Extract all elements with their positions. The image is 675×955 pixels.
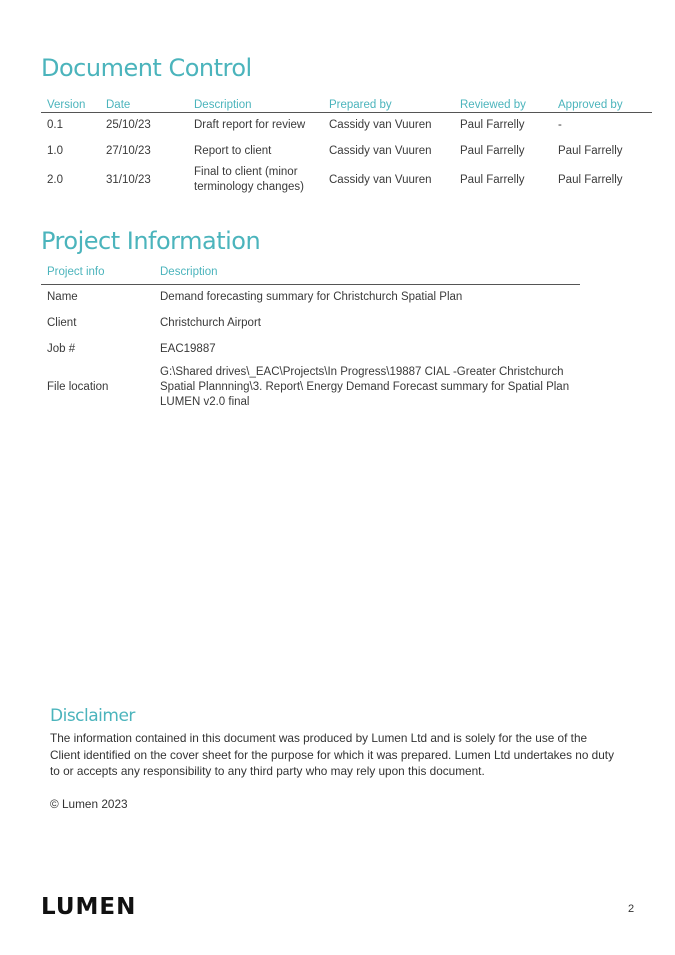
table-row xyxy=(41,310,580,336)
disclaimer-heading: Disclaimer xyxy=(50,706,135,726)
table-row xyxy=(41,138,652,163)
cell-value: Demand forecasting summary for Christchurch Spatial Plan xyxy=(160,291,463,304)
cell-approved-by: - xyxy=(558,119,562,132)
cell-prepared-by: Cassidy van Vuuren xyxy=(329,119,432,132)
cell-version: 0.1 xyxy=(47,119,63,132)
table-row xyxy=(41,163,652,197)
cell-reviewed-by: Paul Farrelly xyxy=(460,174,525,186)
cell-approved-by: Paul Farrelly xyxy=(558,174,623,186)
cell-description: Final to client (minor terminology changes) xyxy=(194,166,304,193)
column-header-version: Version xyxy=(47,98,86,111)
cell-value: EAC19887 xyxy=(160,343,216,355)
cell-description: Draft report for review xyxy=(194,119,306,132)
table-row xyxy=(41,336,580,362)
column-header-prepared-by: Prepared by xyxy=(329,98,392,111)
disclaimer-text: The information contained in this document was produced by Lumen Ltd and is solely for the use of the Client identified on the cover sheet for the purpose for which it was prepared. Lumen Ltd undertakes no duty to or accepts any responsibility to any third party who may rely upon this document. xyxy=(50,731,614,778)
column-header-description: Description xyxy=(194,98,252,111)
cell-value: Christchurch Airport xyxy=(160,317,261,329)
cell-reviewed-by: Paul Farrelly xyxy=(460,119,525,132)
table-row xyxy=(41,362,580,412)
cell-label: File location xyxy=(47,381,109,393)
cell-label: Client xyxy=(47,317,77,329)
cell-date: 31/10/23 xyxy=(106,174,151,186)
project-information-table xyxy=(41,263,580,412)
project-information-heading: Project Information xyxy=(41,227,261,255)
cell-prepared-by: Cassidy van Vuuren xyxy=(329,174,432,186)
cell-value: G:\Shared drives\_EAC\Projects\In Progress\19887 CIAL -Greater Christchurch Spatial Plannning\3. Report\ Energy Demand Forecast summary for Spatial Plan LUMEN v2.0 final xyxy=(160,365,570,408)
column-header-date: Date xyxy=(106,98,131,111)
cell-date: 25/10/23 xyxy=(106,119,151,132)
cell-label: Name xyxy=(47,291,78,304)
cell-label: Job # xyxy=(47,343,76,355)
table-header-row xyxy=(41,95,652,112)
copyright-text: © Lumen 2023 xyxy=(50,797,128,811)
table-row xyxy=(41,112,652,138)
table-header-row xyxy=(41,263,580,284)
column-header-project-info: Project info xyxy=(47,265,105,278)
cell-date: 27/10/23 xyxy=(106,144,151,157)
cell-version: 1.0 xyxy=(47,144,63,157)
cell-description: Report to client xyxy=(194,144,272,157)
table-row xyxy=(41,284,580,310)
column-header-description: Description xyxy=(160,265,218,278)
column-header-approved-by: Approved by xyxy=(558,98,623,111)
logo-text: LUMEN xyxy=(41,894,137,920)
cell-prepared-by: Cassidy van Vuuren xyxy=(329,144,432,157)
document-control-table xyxy=(41,95,652,197)
document-control-heading: Document Control xyxy=(41,54,252,82)
page-number: 2 xyxy=(628,903,635,915)
cell-version: 2.0 xyxy=(47,174,63,186)
column-header-reviewed-by: Reviewed by xyxy=(460,98,526,111)
lumen-logo xyxy=(41,894,136,920)
cell-approved-by: Paul Farrelly xyxy=(558,144,623,157)
cell-reviewed-by: Paul Farrelly xyxy=(460,144,525,157)
